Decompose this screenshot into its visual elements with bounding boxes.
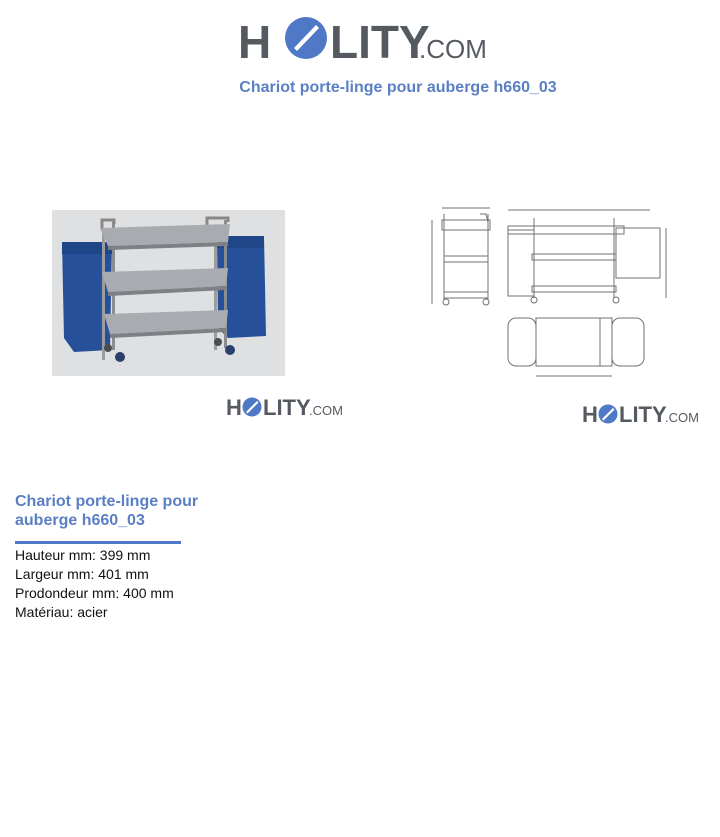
svg-text:.COM: .COM (419, 34, 487, 64)
spec-material: Matériau: acier (15, 604, 108, 620)
spec-depth: Prodondeur mm: 400 mm (15, 585, 174, 601)
svg-text:H: H (582, 402, 598, 427)
title-divider (15, 541, 181, 544)
page-title: Chariot porte-linge pour auberge h660_03 (239, 79, 557, 96)
technical-drawing[interactable] (420, 200, 690, 385)
spec-height: Hauteur mm: 399 mm (15, 547, 151, 563)
holity-logo[interactable] (238, 12, 488, 68)
product-title: Chariot porte-linge pour auberge h660_03 (15, 493, 199, 529)
spec-list (15, 546, 174, 622)
spec-width: Largeur mm: 401 mm (15, 566, 149, 582)
svg-text:H: H (238, 16, 272, 68)
svg-text:LITY: LITY (619, 402, 667, 427)
svg-text:LITY: LITY (330, 16, 430, 68)
holity-watermark (582, 400, 700, 430)
svg-text:.COM: .COM (665, 410, 699, 425)
svg-text:H: H (226, 395, 242, 420)
svg-text:LITY: LITY (263, 395, 311, 420)
holity-watermark (226, 393, 344, 423)
trolley-photo[interactable] (52, 210, 285, 376)
svg-text:.COM: .COM (309, 403, 343, 418)
